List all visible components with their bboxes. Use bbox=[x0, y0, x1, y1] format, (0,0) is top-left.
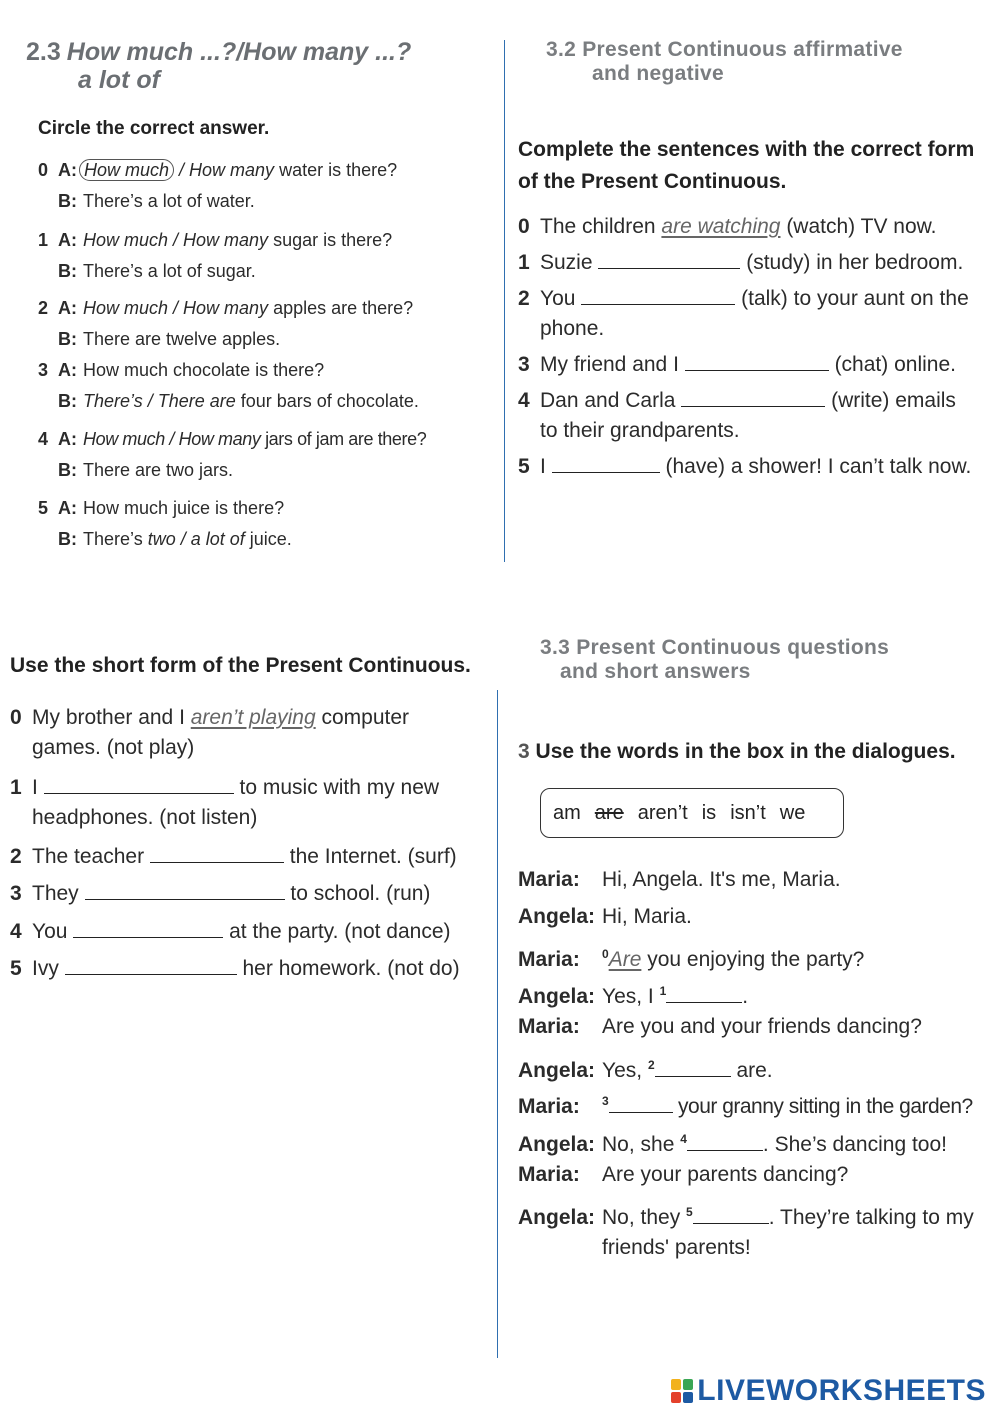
qa-item-3: 3 A: How much chocolate is there? B: There’s / There are four bars of chocolate. bbox=[38, 360, 419, 411]
dialogue-line-4: Maria: Are you and your friends dancing? bbox=[518, 1015, 922, 1038]
dialogue-line-9: Angela: No, they $^5$ . They’re talking to my friends' parents! bbox=[518, 1205, 974, 1259]
answer-blank[interactable] bbox=[73, 918, 223, 938]
section-3-2-title: 3.2 Present Continuous affirmative and negative bbox=[546, 38, 903, 85]
qa-item-5: 5 A: How much juice is there? B: There’s two / a lot of juice. bbox=[38, 498, 292, 549]
column-divider-bottom bbox=[497, 690, 498, 1358]
word-box-item: aren’t bbox=[637, 801, 688, 824]
choice-option[interactable]: How much / How many bbox=[83, 429, 261, 449]
exercise-3-2-item-2: 2 You (talk) to your aunt on the phone. bbox=[518, 287, 969, 340]
answer-blank[interactable] bbox=[581, 285, 735, 305]
answer-blank[interactable] bbox=[85, 880, 285, 900]
word-box-item: we bbox=[779, 801, 806, 824]
short-form-item-4: 4 You at the party. (not dance) bbox=[10, 920, 451, 943]
section-2-3-title: 2.3 How much ...?/How many ...? a lot of bbox=[26, 38, 412, 94]
example-answer: aren’t playing bbox=[190, 706, 316, 729]
answer-blank[interactable] bbox=[552, 453, 660, 473]
answer-blank[interactable] bbox=[685, 351, 829, 371]
choice-option[interactable]: How much / How many bbox=[83, 298, 269, 318]
dialogue-line-1: Angela: Hi, Maria. bbox=[518, 905, 692, 928]
word-box-item: is bbox=[701, 801, 717, 824]
word-box-item-used: are bbox=[594, 801, 624, 824]
answer-blank[interactable] bbox=[687, 1131, 763, 1151]
qa-item-4: 4 A: How much / How many jars of jam are there? B: There are two jars. bbox=[38, 429, 427, 480]
dialogue-line-2: Maria: $^0$Are you enjoying the party? bbox=[518, 947, 865, 971]
word-box-item: isn’t bbox=[730, 801, 766, 824]
dialogue-line-8: Maria: Are your parents dancing? bbox=[518, 1163, 849, 1186]
circled-answer[interactable]: How much bbox=[79, 159, 174, 181]
exercise-3-2-item-5: 5 I (have) a shower! I can’t talk now. bbox=[518, 455, 972, 478]
example-answer: Are bbox=[608, 948, 642, 971]
short-form-item-2: 2 The teacher the Internet. (surf) bbox=[10, 845, 457, 868]
dialogue-line-5: Angela: Yes, $^2$ are. bbox=[518, 1058, 773, 1082]
qa-item-0: 0 A: How much / How many water is there? B: There’s a lot of water. bbox=[38, 160, 398, 211]
answer-blank[interactable] bbox=[693, 1204, 769, 1224]
exercise-3-2-item-1: 1 Suzie (study) in her bedroom. bbox=[518, 251, 964, 274]
exercise-3-2-item-3: 3 My friend and I (chat) online. bbox=[518, 353, 956, 376]
qa-item-1: 1 A: How much / How many sugar is there? B: There’s a lot of sugar. bbox=[38, 230, 393, 281]
qa-item-2: 2 A: How much / How many apples are there? B: There are twelve apples. bbox=[38, 298, 414, 349]
word-box bbox=[540, 788, 844, 838]
liveworksheets-logo: LIVEWORKSHEETS bbox=[671, 1374, 986, 1408]
column-divider-top bbox=[504, 40, 505, 562]
answer-blank[interactable] bbox=[666, 983, 742, 1003]
section-3-3-instruction: 3 Use the words in the box in the dialogues. bbox=[518, 740, 956, 763]
word-box-item: am bbox=[553, 801, 581, 824]
section-3-3-title: 3.3 Present Continuous questions and short answers bbox=[540, 636, 890, 683]
answer-blank[interactable] bbox=[655, 1057, 731, 1077]
short-form-instruction: Use the short form of the Present Continuous. bbox=[10, 654, 471, 677]
answer-blank[interactable] bbox=[609, 1093, 673, 1113]
answer-blank[interactable] bbox=[681, 387, 825, 407]
choice-option[interactable]: How much / How many bbox=[83, 230, 269, 250]
dialogue-line-7: Angela: No, she $^4$ . She’s dancing too! bbox=[518, 1132, 947, 1156]
answer-blank[interactable] bbox=[44, 774, 234, 794]
dialogue-line-0: Maria: Hi, Angela. It's me, Maria. bbox=[518, 868, 841, 891]
answer-blank[interactable] bbox=[150, 843, 284, 863]
answer-blank[interactable] bbox=[598, 249, 740, 269]
dialogue-line-6: Maria: $^3$ your granny sitting in the garden? bbox=[518, 1094, 973, 1118]
exercise-3-2-item-0: 0 The children are watching (watch) TV now. bbox=[518, 215, 937, 238]
dialogue-line-3: Angela: Yes, I $^1$ . bbox=[518, 984, 749, 1008]
short-form-item-0: 0 My brother and I aren’t playing computer games. (not play) bbox=[10, 706, 410, 759]
short-form-item-3: 3 They to school. (run) bbox=[10, 882, 431, 905]
section-3-2-instruction: Complete the sentences with the correct form of the Present Continuous. bbox=[518, 138, 975, 193]
section-2-3-instruction: Circle the correct answer. bbox=[38, 118, 270, 139]
short-form-item-5: 5 Ivy her homework. (not do) bbox=[10, 957, 460, 980]
exercise-3-2-item-4: 4 Dan and Carla (write) emails to their grandparents. bbox=[518, 389, 956, 442]
example-answer: are watching bbox=[661, 215, 781, 238]
choice-option[interactable]: There’s / There are bbox=[83, 391, 236, 411]
choice-option[interactable]: two / a lot of bbox=[147, 529, 245, 549]
answer-blank[interactable] bbox=[65, 955, 237, 975]
logo-icon bbox=[671, 1379, 693, 1403]
short-form-item-1: 1 I to music with my new headphones. (not listen) bbox=[10, 776, 440, 829]
